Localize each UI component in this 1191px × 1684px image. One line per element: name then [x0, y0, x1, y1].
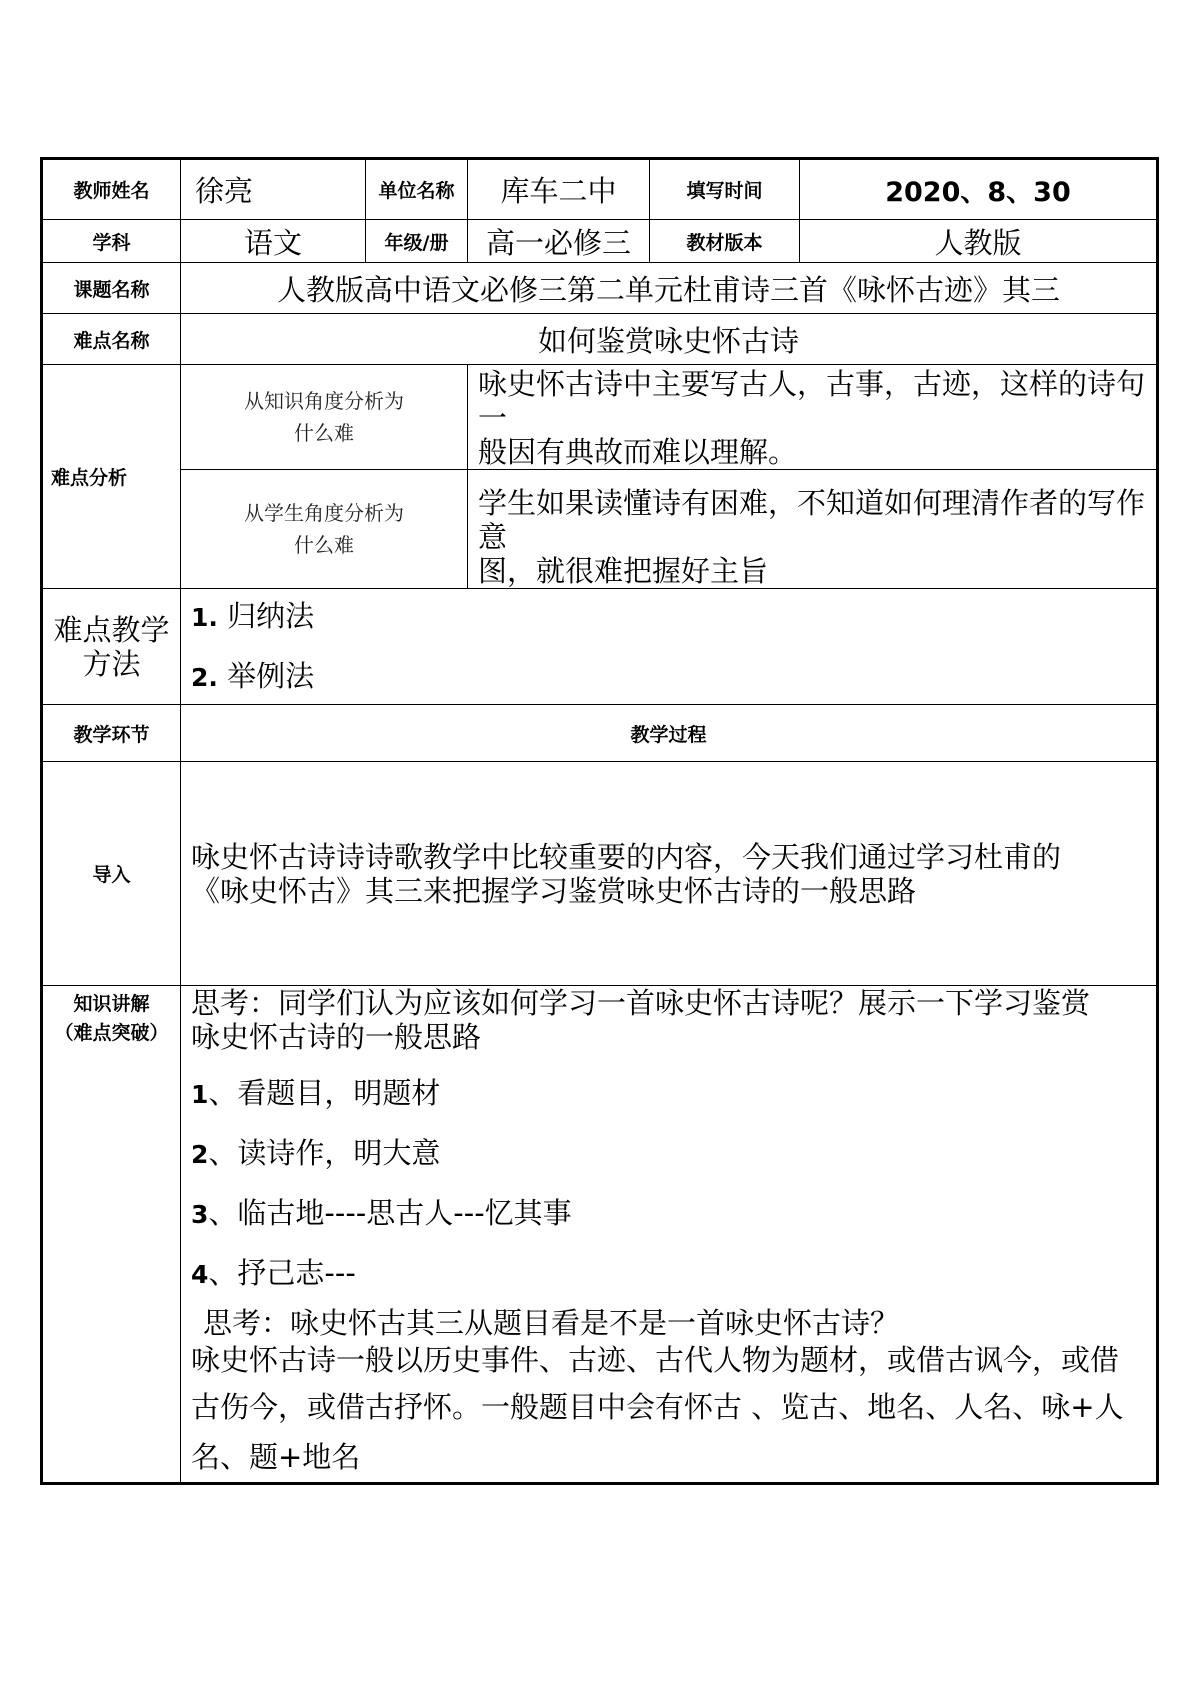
- header-row-2: [42, 220, 1158, 263]
- difficulty-row: [42, 314, 1158, 365]
- teacher-label: 教师姓名: [42, 159, 181, 220]
- method-label-line-2: 方法: [82, 646, 141, 681]
- step-item: [191, 1256, 1156, 1292]
- think-2: 思考：咏史怀古其三从题目看是不是一首咏史怀古诗？: [203, 1306, 900, 1340]
- unit-label: 单位名称: [366, 159, 468, 220]
- edition-value: 人教版: [800, 220, 1158, 263]
- step-text: 、读诗作，明大意: [208, 1136, 441, 1170]
- header-row-1: [42, 159, 1158, 220]
- step-number: 2: [191, 1140, 209, 1169]
- difficulty-label: 难点名称: [42, 314, 181, 365]
- intro-line-2: 《咏史怀古》其三来把握学习鉴赏咏史怀古诗的一般思路: [191, 873, 917, 908]
- grade-label: 年级/册: [366, 220, 468, 263]
- student-angle-label-line-2: 什么难: [294, 533, 354, 557]
- knowledge-angle-text: [468, 365, 1158, 470]
- method-item-text: 归纳法: [227, 598, 315, 633]
- subject-value: 语文: [181, 220, 366, 263]
- knowledge-angle-label: [181, 365, 468, 470]
- method-item-text: 举例法: [227, 658, 315, 693]
- step-text: 、看题目，明题材: [208, 1076, 441, 1110]
- intro-row: [42, 762, 1158, 986]
- method-item-number: 2.: [191, 662, 218, 692]
- explain-line-3: 名、题+地名: [191, 1440, 361, 1474]
- unit-name: 库车二中: [468, 159, 650, 220]
- lesson-plan-table: [40, 157, 1159, 1485]
- teacher-name: 徐亮: [181, 159, 366, 220]
- knowledge-row: [42, 986, 1158, 1484]
- method-label: [42, 589, 181, 705]
- explain-line-1: 咏史怀古诗一般以历史事件、古迹、古代人物为题材，或借古讽今，或借: [191, 1343, 1120, 1377]
- method-row: [42, 589, 1158, 705]
- knowledge-angle-label-line-1: 从知识角度分析为: [244, 389, 404, 413]
- topic-label: 课题名称: [42, 263, 181, 314]
- knowledge-angle-line-2: 般因有典故而难以理解。: [478, 435, 798, 469]
- student-angle-text: [468, 470, 1158, 589]
- method-label-line-1: 难点教学: [53, 612, 170, 647]
- step-item: [191, 1076, 1156, 1112]
- step-text: 、抒己志---: [208, 1256, 356, 1290]
- method-item: [191, 659, 1156, 695]
- explain-line-2: 古伤今，或借古抒怀。一般题目中会有怀古 、览古、地名、人名、咏+人: [191, 1390, 1124, 1424]
- difficulty-value: 如何鉴赏咏史怀古诗: [181, 314, 1158, 365]
- date-label: 填写时间: [650, 159, 800, 220]
- subject-label: 学科: [42, 220, 181, 263]
- knowledge-label: [42, 986, 181, 1484]
- student-angle-line-1: 学生如果读懂诗有困难，不知道如何理清作者的写作意: [478, 486, 1146, 554]
- method-item: [191, 599, 1156, 635]
- step-number: 4: [191, 1260, 209, 1289]
- edition-label: 教材版本: [650, 220, 800, 263]
- intro-text: [181, 762, 1158, 986]
- grade-value: 高一必修三: [468, 220, 650, 263]
- knowledge-label-line-2: （难点突破）: [54, 1022, 169, 1044]
- knowledge-content: [181, 986, 1158, 1484]
- analysis-knowledge-row: [42, 365, 1158, 470]
- step-item: [191, 1136, 1156, 1172]
- process-label: 教学过程: [181, 705, 1158, 762]
- student-angle-line-2: 图，就很难把握好主旨: [478, 554, 769, 588]
- step-text: 、临古地----思古人---忆其事: [208, 1196, 572, 1230]
- analysis-label: 难点分析: [42, 365, 181, 589]
- method-list: [181, 589, 1158, 705]
- student-angle-label-line-1: 从学生角度分析为: [244, 501, 404, 525]
- think-1-line-1: 思考：同学们认为应该如何学习一首咏史怀古诗呢？展示一下学习鉴赏: [191, 986, 1091, 1020]
- think-1-line-2: 咏史怀古诗的一般思路: [191, 1020, 482, 1054]
- knowledge-label-line-1: 知识讲解: [73, 993, 150, 1015]
- method-item-number: 1.: [191, 602, 218, 632]
- topic-row: [42, 263, 1158, 314]
- step-number: 3: [191, 1200, 209, 1229]
- step-item: [191, 1196, 1156, 1232]
- knowledge-angle-label-line-2: 什么难: [294, 421, 354, 445]
- knowledge-angle-line-1: 咏史怀古诗中主要写古人，古事，古迹，这样的诗句一: [478, 367, 1146, 435]
- intro-label: 导入: [42, 762, 181, 986]
- analysis-student-row: [42, 470, 1158, 589]
- stage-label: 教学环节: [42, 705, 181, 762]
- date-value: 2020、8、30: [800, 159, 1158, 220]
- student-angle-label: [181, 470, 468, 589]
- step-number: 1: [191, 1080, 209, 1109]
- topic-value: 人教版高中语文必修三第二单元杜甫诗三首《咏怀古迹》其三: [181, 263, 1158, 314]
- intro-line-1: 咏史怀古诗诗诗歌教学中比较重要的内容，今天我们通过学习杜甫的: [191, 839, 1062, 874]
- process-header-row: [42, 705, 1158, 762]
